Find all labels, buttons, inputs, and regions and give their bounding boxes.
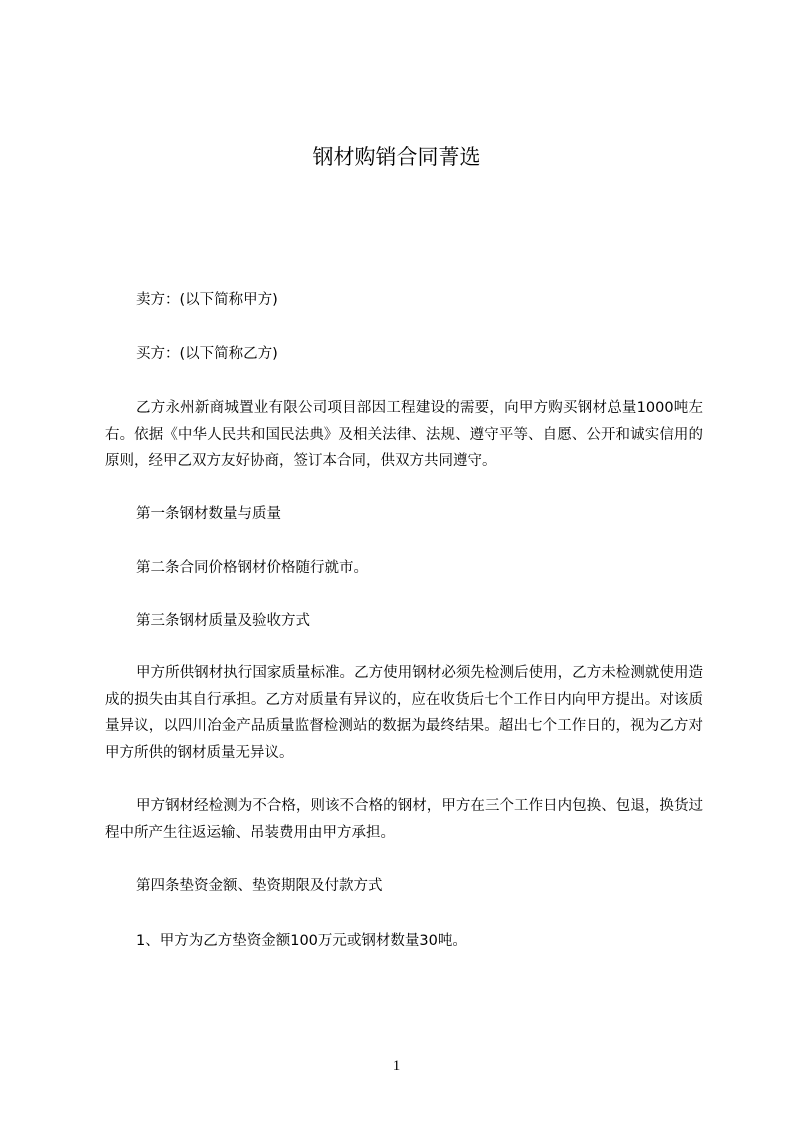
buyer-line: 买方：(以下简称乙方): [136, 346, 278, 362]
seller-line: 卖方：(以下简称甲方): [136, 292, 278, 308]
page-number: 1: [392, 1058, 401, 1074]
article-3-heading: 第三条钢材质量及验收方式: [136, 613, 310, 629]
nonconforming-paragraph: 甲方钢材经检测为不合格，则该不合格的钢材，甲方在三个工作日内包换、包退，换货过程中所产生往返运输、吊装费用由甲方承担。: [105, 798, 703, 841]
article-1-heading: 第一条钢材数量与质量: [136, 506, 281, 522]
document-title: 钢材购销合同菁选: [312, 145, 481, 169]
intro-paragraph: 乙方永州新商城置业有限公司项目部因工程建设的需要，向甲方购买钢材总量1000吨左右。依据《中华人民共和国民法典》及相关法律、法规、遵守平等、自愿、公开和诚实信用的原则，经甲乙双方友好协商，签订本合同，供双方共同遵守。: [105, 400, 703, 469]
quality-standard-paragraph: 甲方所供钢材执行国家质量标准。乙方使用钢材必须先检测后使用，乙方未检测就使用造成的损失由其自行承担。乙方对质量有异议的，应在收货后七个工作日内向甲方提出。对该质量异议，以四川冶金产品质量监督检测站的数据为最终结果。超出七个工作日的，视为乙方对甲方所供的钢材质量无异议。: [105, 665, 703, 761]
advance-amount-item: 1、甲方为乙方垫资金额100万元或钢材数量30吨。: [136, 933, 467, 949]
article-2-heading: 第二条合同价格钢材价格随行就市。: [136, 560, 368, 576]
article-4-heading: 第四条垫资金额、垫资期限及付款方式: [136, 878, 383, 894]
